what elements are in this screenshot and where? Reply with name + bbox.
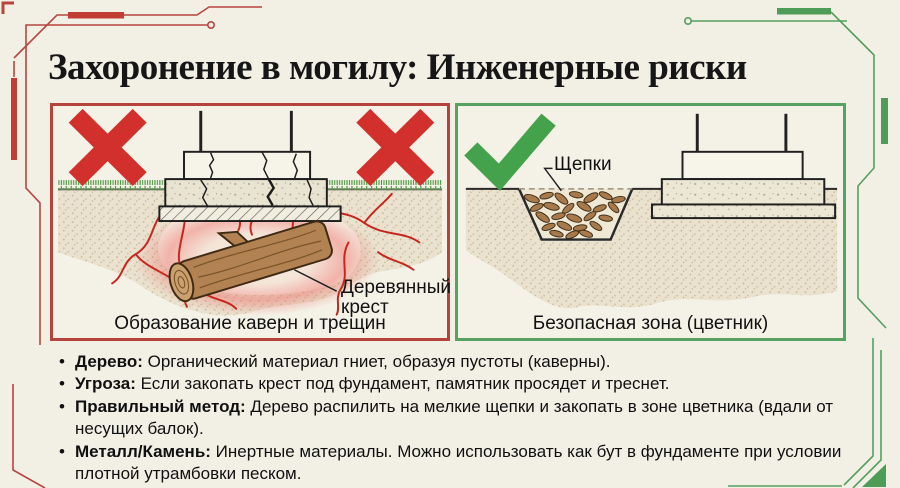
bullet-item-correct-method: • Правильный метод: Дерево распилить на мелкие щепки и закопать в зоне цветника (вдали от несущих балок). [57, 396, 857, 441]
x-mark-right-icon [363, 116, 427, 179]
check-mark-icon [471, 120, 549, 178]
panel-safe [455, 103, 846, 341]
label-wood-chips: Щепки [554, 154, 612, 175]
panel-risk [50, 103, 450, 341]
caption-safe: Безопасная зона (цветник) [532, 313, 769, 334]
caption-risk: Образование каверн и трещин [114, 313, 386, 334]
label-wooden-cross: Деревянный крест [341, 277, 451, 318]
monument-intact [652, 114, 835, 218]
page-title: Захоронение в могилу: Инженерные риски [48, 47, 747, 88]
bullet-item-metal-stone: • Металл/Камень: Инертные материалы. Можно использовать как бут в фундаменте при условии плотной утрамбовки песком. [57, 441, 857, 486]
bullet-list [57, 351, 857, 485]
monument-cracked [159, 111, 340, 221]
bullet-item-threat: • Угроза: Если закопать крест под фундамент, памятник просядет и треснет. [57, 373, 857, 395]
safe-diagram [458, 106, 843, 338]
bullet-item-wood: • Дерево: Органический материал гниет, образуя пустоты (каверны). [57, 351, 857, 373]
x-mark-left-icon [76, 116, 140, 179]
